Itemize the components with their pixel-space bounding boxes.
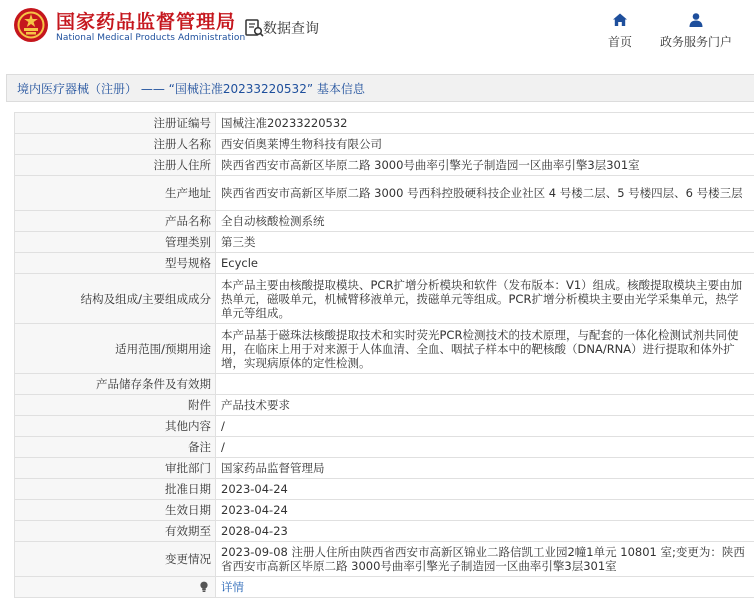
row-value: 2028-04-23 xyxy=(216,521,754,542)
table-row xyxy=(15,155,754,176)
row-value: 2023-04-24 xyxy=(216,479,754,500)
table-row xyxy=(15,253,754,274)
user-icon xyxy=(688,12,704,28)
table-row xyxy=(15,479,754,500)
breadcrumb xyxy=(6,74,754,102)
table-row xyxy=(15,232,754,253)
row-value xyxy=(216,374,754,395)
row-label: 适用范围/预期用途 xyxy=(15,324,216,374)
row-label: 注册人住所 xyxy=(15,155,216,176)
nav-portal-label: 政务服务门户 xyxy=(659,35,732,49)
nav-home-label: 首页 xyxy=(607,35,632,49)
row-label: 注册人名称 xyxy=(15,134,216,155)
table-row xyxy=(15,134,754,155)
table-row xyxy=(15,324,754,374)
row-value: 陕西省西安市高新区毕原二路 3000号曲率引擎光子制造园一区曲率引擎3层301室 xyxy=(216,155,754,176)
row-value: 全自动核酸检测系统 xyxy=(216,211,754,232)
nav-portal-link[interactable] xyxy=(656,12,736,50)
row-label: 批准日期 xyxy=(15,479,216,500)
row-label: 审批部门 xyxy=(15,458,216,479)
table-row xyxy=(15,577,754,598)
national-emblem-logo xyxy=(13,7,49,43)
table-row xyxy=(15,521,754,542)
site-header xyxy=(0,0,754,62)
row-value: 本产品基于磁珠法核酸提取技术和实时荧光PCR检测技术的技术原理，与配套的一体化检测试剂共同使用，在临床上用于对来源于人体血清、全血、咽拭子样本中的靶核酸（DNA/RNA）进行提取和体外扩增，实现病原体的定性检测。 xyxy=(216,324,754,374)
row-label: 其他内容 xyxy=(15,416,216,437)
row-label: 结构及组成/主要组成成分 xyxy=(15,274,216,324)
breadcrumb-text: 境内医疗器械（注册） —— “国械注准20233220532” 基本信息 xyxy=(17,81,365,96)
details-link[interactable]: 详情 xyxy=(221,580,244,594)
row-value: 2023-04-24 xyxy=(216,500,754,521)
row-value: 第三类 xyxy=(216,232,754,253)
table-row xyxy=(15,458,754,479)
row-label: 有效期至 xyxy=(15,521,216,542)
table-row xyxy=(15,374,754,395)
row-value: Ecycle xyxy=(216,253,754,274)
row-value: 产品技术要求 xyxy=(216,395,754,416)
details-label-cell xyxy=(15,577,216,598)
table-row xyxy=(15,211,754,232)
row-label: 型号规格 xyxy=(15,253,216,274)
site-title-en: National Medical Products Administration xyxy=(56,33,246,43)
row-value: / xyxy=(216,416,754,437)
table-row xyxy=(15,416,754,437)
details-value-cell xyxy=(216,577,754,598)
row-label: 管理类别 xyxy=(15,232,216,253)
home-icon xyxy=(612,12,628,28)
table-row xyxy=(15,437,754,458)
row-value: 本产品主要由核酸提取模块、PCR扩增分析模块和软件（发布版本：V1）组成。核酸提取模块主要由加热单元，磁吸单元，机械臂移液单元，拨磁单元等组成。PCR扩增分析模块主要由光学采集单元，热学单元等组成。 xyxy=(216,274,754,324)
row-label: 生产地址 xyxy=(15,176,216,211)
row-label: 备注 xyxy=(15,437,216,458)
row-value: / xyxy=(216,437,754,458)
row-value: 西安佰奥莱博生物科技有限公司 xyxy=(216,134,754,155)
table-row xyxy=(15,176,754,211)
row-value: 陕西省西安市高新区毕原二路 3000 号西科控股硬科技企业社区 4 号楼二层、5 号楼四层、6 号楼三层 xyxy=(216,176,754,211)
table-row xyxy=(15,274,754,324)
registration-info-table xyxy=(14,112,754,598)
row-label: 生效日期 xyxy=(15,500,216,521)
nav-home-link[interactable] xyxy=(603,12,637,50)
table-row xyxy=(15,542,754,577)
row-label: 产品名称 xyxy=(15,211,216,232)
lightbulb-icon xyxy=(199,581,209,593)
data-query-title: 数据查询 xyxy=(263,21,319,37)
row-label: 注册证编号 xyxy=(15,113,216,134)
data-query-icon xyxy=(243,17,265,39)
site-title-cn[interactable]: 国家药品监督管理局 xyxy=(56,11,237,33)
table-row xyxy=(15,113,754,134)
row-label: 附件 xyxy=(15,395,216,416)
row-label: 变更情况 xyxy=(15,542,216,577)
row-value: 国家药品监督管理局 xyxy=(216,458,754,479)
table-row xyxy=(15,500,754,521)
row-value: 2023-09-08 注册人住所由陕西省西安市高新区锦业二路信凯工业园2幢1单元 10801 室;变更为：陕西省西安市高新区毕原二路 3000号曲率引擎光子制造园一区曲率引擎3层301室 xyxy=(216,542,754,577)
row-value: 国械注准20233220532 xyxy=(216,113,754,134)
row-label: 产品储存条件及有效期 xyxy=(15,374,216,395)
table-row xyxy=(15,395,754,416)
